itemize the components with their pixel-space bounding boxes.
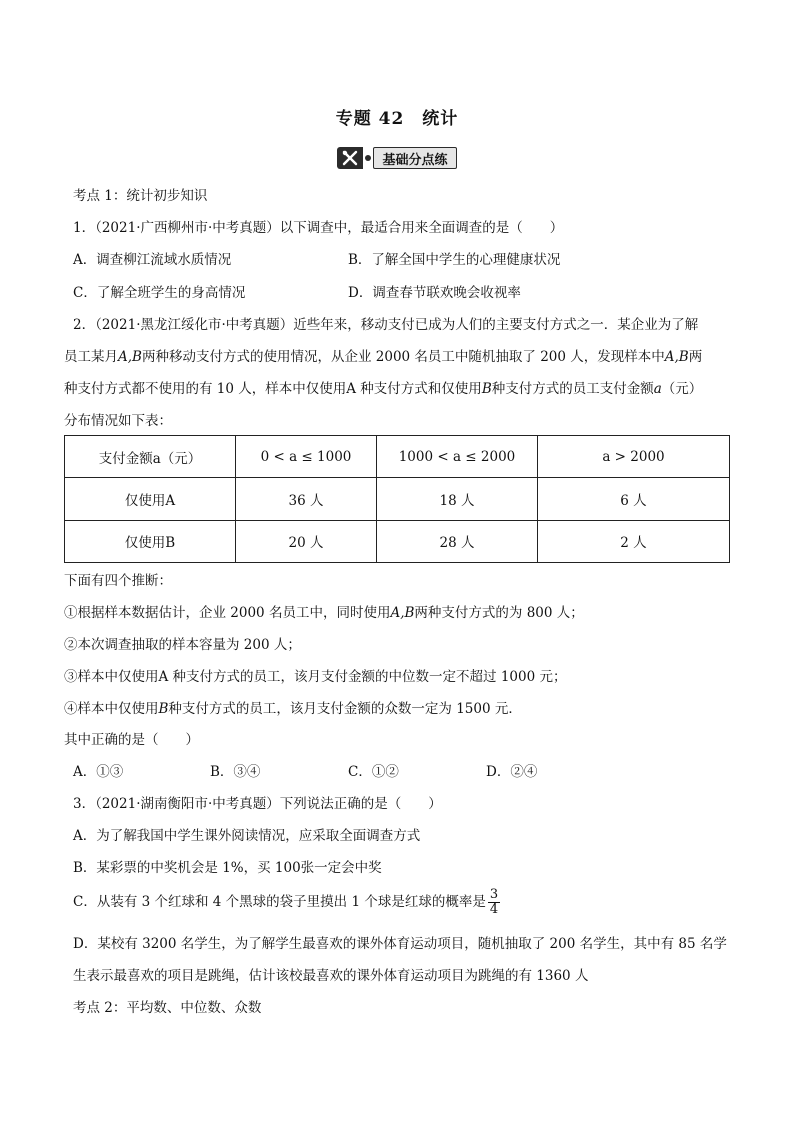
q3-option-d-line-1: D．某校有 3200 名学生，为了解学生最喜欢的课外体育运动项目，随机抽取了 200 名学生，其中有 85 名学 — [73, 936, 727, 952]
q3-stem: 3．（2021·湖南衡阳市·中考真题）下列说法正确的是（ ） — [73, 796, 442, 812]
q2-statement-1: ①根据样本数据估计，企业 2000 名员工中，同时使用A,B两种支付方式的为 800 人； — [64, 605, 584, 621]
table-header-cell: 支付金额a（元） — [65, 436, 236, 478]
q1-option-a: A．调查柳江流域水质情况 — [73, 252, 232, 268]
table-cell: 6 人 — [538, 478, 730, 520]
crossed-tools-icon — [337, 147, 363, 169]
q2-intro: 下面有四个推断： — [64, 573, 172, 589]
q2-line-1: 2．（2021·黑龙江绥化市·中考真题）近些年来，移动支付已成为人们的主要支付方式之一．某企业为了解 — [73, 317, 699, 333]
table-header-cell: 1000 < a ≤ 2000 — [377, 436, 538, 478]
badge-label: 基础分点练 — [373, 147, 456, 169]
table-cell: 28 人 — [377, 520, 538, 562]
badge-connector-dot — [365, 155, 371, 161]
q1-option-b: B．了解全国中学生的心理健康状况 — [348, 252, 561, 268]
q2-statement-2: ②本次调查抽取的样本容量为 200 人； — [64, 637, 301, 653]
table-cell: 20 人 — [236, 520, 377, 562]
payment-table — [64, 435, 730, 563]
table-header-cell: a > 2000 — [538, 436, 730, 478]
table-cell: 2 人 — [538, 520, 730, 562]
q2-option-b: B．③④ — [210, 764, 261, 780]
q2-ask: 其中正确的是（ ） — [64, 732, 199, 748]
fraction-three-quarters: $\frac{3}{4}$ — [489, 887, 499, 917]
q3-option-b: B．某彩票的中奖机会是 1%，买 100张一定会中奖 — [73, 860, 382, 876]
q2-statement-4: ④样本中仅使用B种支付方式的员工，该月支付金额的众数一定为 1500 元． — [64, 701, 522, 717]
q2-option-c: C．①② — [348, 764, 399, 780]
table-row — [65, 520, 730, 562]
q3-option-a: A．为了解我国中学生课外阅读情况，应采取全面调查方式 — [73, 828, 421, 844]
table-cell: 18 人 — [377, 478, 538, 520]
q1-stem: 1．（2021·广西柳州市·中考真题）以下调查中，最适合用来全面调查的是（ ） — [73, 220, 564, 236]
q3-option-c: C．从装有 3 个红球和 4 个黑球的袋子里摸出 1 个球是红球的概率是 $\frac{3}{4}$ — [73, 887, 499, 917]
table-cell: 仅使用A — [65, 478, 236, 520]
q2-line-3: 种支付方式都不使用的有 10 人，样本中仅使用A 种支付方式和仅使用B种支付方式的员工支付金额a（元） — [64, 381, 703, 397]
table-row — [65, 478, 730, 520]
section-heading-1: 考点 1：统计初步知识 — [73, 188, 208, 204]
q1-option-c: C．了解全班学生的身高情况 — [73, 285, 246, 301]
q1-option-d: D．调查春节联欢晚会收视率 — [348, 285, 521, 301]
table-header-row — [65, 436, 730, 478]
q2-option-d: D．②④ — [486, 764, 538, 780]
table-header-cell: 0 < a ≤ 1000 — [236, 436, 377, 478]
table-cell: 仅使用B — [65, 520, 236, 562]
q2-statement-3: ③样本中仅使用A 种支付方式的员工，该月支付金额的中位数一定不超过 1000 元； — [64, 669, 567, 685]
page-title: 专题 42 统计 — [335, 109, 459, 129]
table-cell: 36 人 — [236, 478, 377, 520]
q2-line-4: 分布情况如下表： — [64, 413, 172, 429]
q2-line-2: 员工某月A,B两种移动支付方式的使用情况，从企业 2000 名员工中随机抽取了 200 人，发现样本中A,B两 — [64, 349, 703, 365]
q2-option-a: A．①③ — [73, 764, 124, 780]
section-badge — [0, 147, 794, 169]
section-heading-2: 考点 2：平均数、中位数、众数 — [73, 1000, 262, 1016]
q3-option-d-line-2: 生表示最喜欢的项目是跳绳，估计该校最喜欢的课外体育运动项目为跳绳的有 1360 人 — [73, 968, 589, 984]
